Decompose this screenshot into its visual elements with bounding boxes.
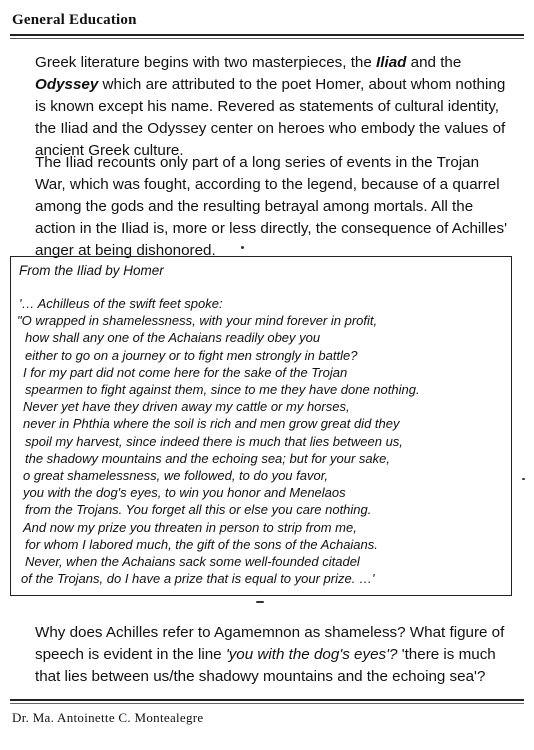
excerpt-line: you with the dog's eyes, to win you honor and Menelaos	[23, 485, 346, 501]
excerpt-line: Never yet have they driven away my cattle or my horses,	[23, 399, 350, 415]
excerpt-line: never in Phthia where the soil is rich and men grow great did they	[23, 416, 400, 432]
page-header-title: General Education	[12, 12, 137, 28]
excerpt-line: the shadowy mountains and the echoing sea; but for your sake,	[25, 450, 390, 466]
footer-rule-thin	[10, 703, 524, 704]
scan-speck	[256, 601, 264, 603]
quoted-line: 'you with the dog's eyes'?	[225, 646, 398, 663]
excerpt-line: from the Trojans. You forget all this or else you care nothing.	[25, 502, 372, 518]
intro-paragraph-1: Greek literature begins with two masterpieces, the Iliad and the Odyssey which are attributed to the poet Homer, about whom nothing is known except his name. Revered as statements of cultural identity, the Iliad and the Odyssey center on heroes who embody the values of ancient Greek culture.	[35, 54, 506, 159]
excerpt-line: for whom I labored much, the gift of the sons of the Achaians.	[25, 536, 378, 552]
footer-rule-thick	[10, 699, 524, 701]
excerpt-line: of the Trojans, do I have a prize that is equal to your prize. …'	[21, 571, 375, 587]
intro-paragraph-2: The Iliad recounts only part of a long series of events in the Trojan War, which was fought, according to the legend, because of a quarrel among the gods and the resulting betrayal among mortals. All the action in the Iliad is, more or less directly, the consequence of Achilles' anger at being dishonored.	[35, 154, 507, 259]
excerpt-line: spearmen to fight against them, since to me they have done nothing.	[25, 382, 420, 398]
excerpt-title: From the Iliad by Homer	[19, 263, 164, 278]
footer-author: Dr. Ma. Antoinette C. Montealegre	[12, 710, 204, 725]
excerpt-line: I for my part did not come here for the sake of the Trojan	[23, 364, 348, 380]
excerpt-line: o great shamelessness, we followed, to do you favor,	[23, 468, 328, 484]
excerpt-line: Never, when the Achaians sack some well-founded citadel	[25, 554, 360, 570]
header-rule-thick	[10, 34, 524, 36]
excerpt-line: '… Achilleus of the swift feet spoke:	[19, 296, 223, 311]
excerpt-line: And now my prize you threaten in person to strip from me,	[23, 519, 357, 535]
excerpt-line: how shall any one of the Achaians readily obey you	[25, 330, 321, 346]
excerpt-line: spoil my harvest, since indeed there is much that lies between us,	[25, 433, 403, 449]
excerpt-lines	[19, 295, 420, 587]
iliad-title: Iliad	[376, 54, 407, 71]
scan-speck	[522, 478, 525, 480]
header-rule-thin	[10, 38, 524, 39]
scan-speck	[241, 246, 244, 249]
odyssey-title: Odyssey	[35, 76, 99, 93]
excerpt-line: "O wrapped in shamelessness, with your mind forever in profit,	[17, 313, 378, 329]
discussion-question: Why does Achilles refer to Agamemnon as shameless? What figure of speech is evident in the line 'you with the dog's eyes'? 'there is much that lies between us/the shadowy mountains and the echoing sea'?	[35, 624, 505, 685]
iliad-excerpt-box	[10, 256, 512, 596]
excerpt-line: either to go on a journey or to fight men strongly in battle?	[25, 347, 358, 363]
